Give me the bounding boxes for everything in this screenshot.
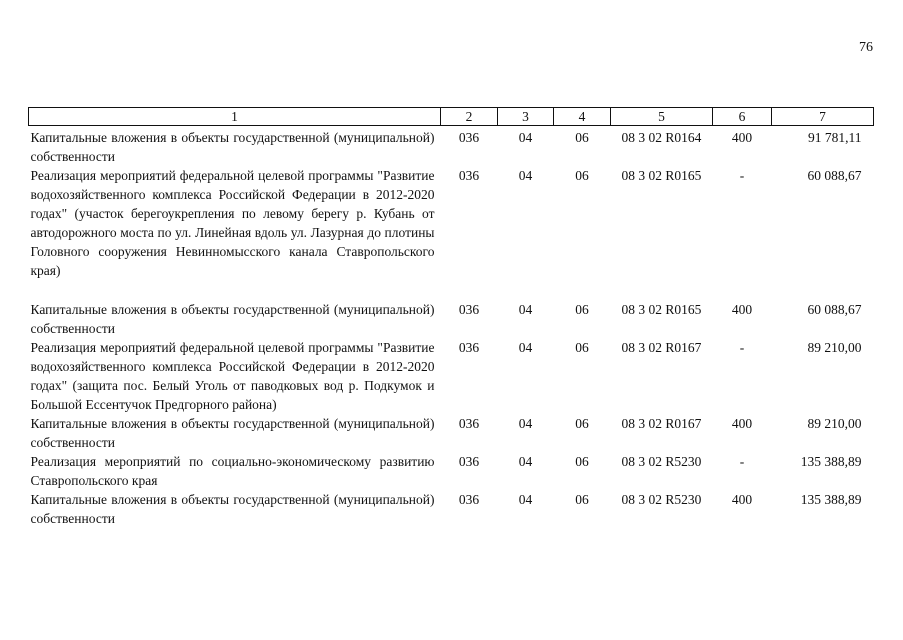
row-name: Капитальные вложения в объекты государственной (муниципальной) собственности [30, 130, 435, 164]
column-header-6: 6 [713, 108, 772, 126]
row-code-5: 08 3 02 R0167 [621, 416, 702, 431]
row-name: Капитальные вложения в объекты государственной (муниципальной) собственности [30, 302, 435, 336]
table-row [29, 490, 874, 528]
row-name: Реализация мероприятий федеральной целевой программы "Развитие водохозяйственного комплекса Российской Федерации в 2012-2020 годах" (защита пос. Белый Уголь от паводковых вод р. Подкумок и Большой Ессентучок Предгорного района) [30, 340, 435, 412]
row-code-2: 036 [458, 130, 480, 145]
row-code-3: 04 [518, 492, 533, 507]
row-code-5: 08 3 02 R5230 [621, 454, 702, 469]
row-code-4: 06 [575, 302, 589, 317]
row-code-6: 400 [731, 302, 753, 317]
row-code-2: 036 [458, 168, 480, 183]
table-row [29, 126, 874, 167]
row-code-2: 036 [458, 454, 480, 469]
row-code-6: - [739, 454, 745, 469]
column-header-1: 1 [29, 108, 441, 126]
row-code-3: 04 [518, 130, 533, 145]
row-code-5: 08 3 02 R0165 [621, 302, 702, 317]
table-row [29, 414, 874, 452]
table-row [29, 166, 874, 300]
row-code-6: 400 [731, 492, 753, 507]
row-code-4: 06 [575, 416, 589, 431]
row-code-6: - [739, 168, 745, 183]
row-name: Реализация мероприятий по социально-экономическому развитию Ставропольского края [30, 454, 435, 488]
row-code-4: 06 [575, 340, 589, 355]
row-code-6: 400 [731, 130, 753, 145]
row-code-2: 036 [458, 492, 480, 507]
table-header-row [29, 108, 874, 126]
row-name: Капитальные вложения в объекты государственной (муниципальной) собственности [30, 492, 435, 526]
row-code-3: 04 [518, 340, 533, 355]
row-code-4: 06 [575, 454, 589, 469]
row-code-4: 06 [575, 130, 589, 145]
row-code-6: - [739, 340, 745, 355]
row-code-3: 04 [518, 416, 533, 431]
row-code-4: 06 [575, 168, 589, 183]
row-name: Реализация мероприятий федеральной целевой программы "Развитие водохозяйственного комплекса Российской Федерации в 2012-2020 годах" (участок берегоукрепления по левому берегу р. Кубань от автодорожного моста по ул. Линейная вдоль ул. Лазурная до плотины Головного сооружения Невинномысского канала Ставропольского края) [30, 168, 435, 278]
row-code-4: 06 [575, 492, 589, 507]
column-header-3: 3 [498, 108, 554, 126]
row-code-5: 08 3 02 R5230 [621, 492, 702, 507]
row-code-2: 036 [458, 340, 480, 355]
row-code-6: 400 [731, 416, 753, 431]
row-code-5: 08 3 02 R0165 [621, 168, 702, 183]
row-name: Капитальные вложения в объекты государственной (муниципальной) собственности [30, 416, 435, 450]
table-row [29, 452, 874, 490]
column-header-5: 5 [611, 108, 713, 126]
row-code-3: 04 [518, 454, 533, 469]
table-row [29, 300, 874, 338]
page-number: 76 [859, 40, 873, 55]
row-code-2: 036 [458, 416, 480, 431]
row-code-5: 08 3 02 R0164 [621, 130, 702, 145]
row-amount: 89 210,00 [807, 340, 862, 355]
row-amount: 135 388,89 [800, 454, 862, 469]
table-row [29, 338, 874, 414]
column-header-7: 7 [772, 108, 874, 126]
row-amount: 135 388,89 [800, 492, 862, 507]
row-code-3: 04 [518, 168, 533, 183]
row-amount: 91 781,11 [808, 130, 862, 145]
row-amount: 60 088,67 [807, 168, 862, 183]
row-amount: 60 088,67 [807, 302, 862, 317]
row-code-3: 04 [518, 302, 533, 317]
row-code-2: 036 [458, 302, 480, 317]
row-amount: 89 210,00 [807, 416, 862, 431]
budget-table [28, 107, 874, 528]
row-code-5: 08 3 02 R0167 [621, 340, 702, 355]
column-header-4: 4 [554, 108, 611, 126]
column-header-2: 2 [441, 108, 498, 126]
